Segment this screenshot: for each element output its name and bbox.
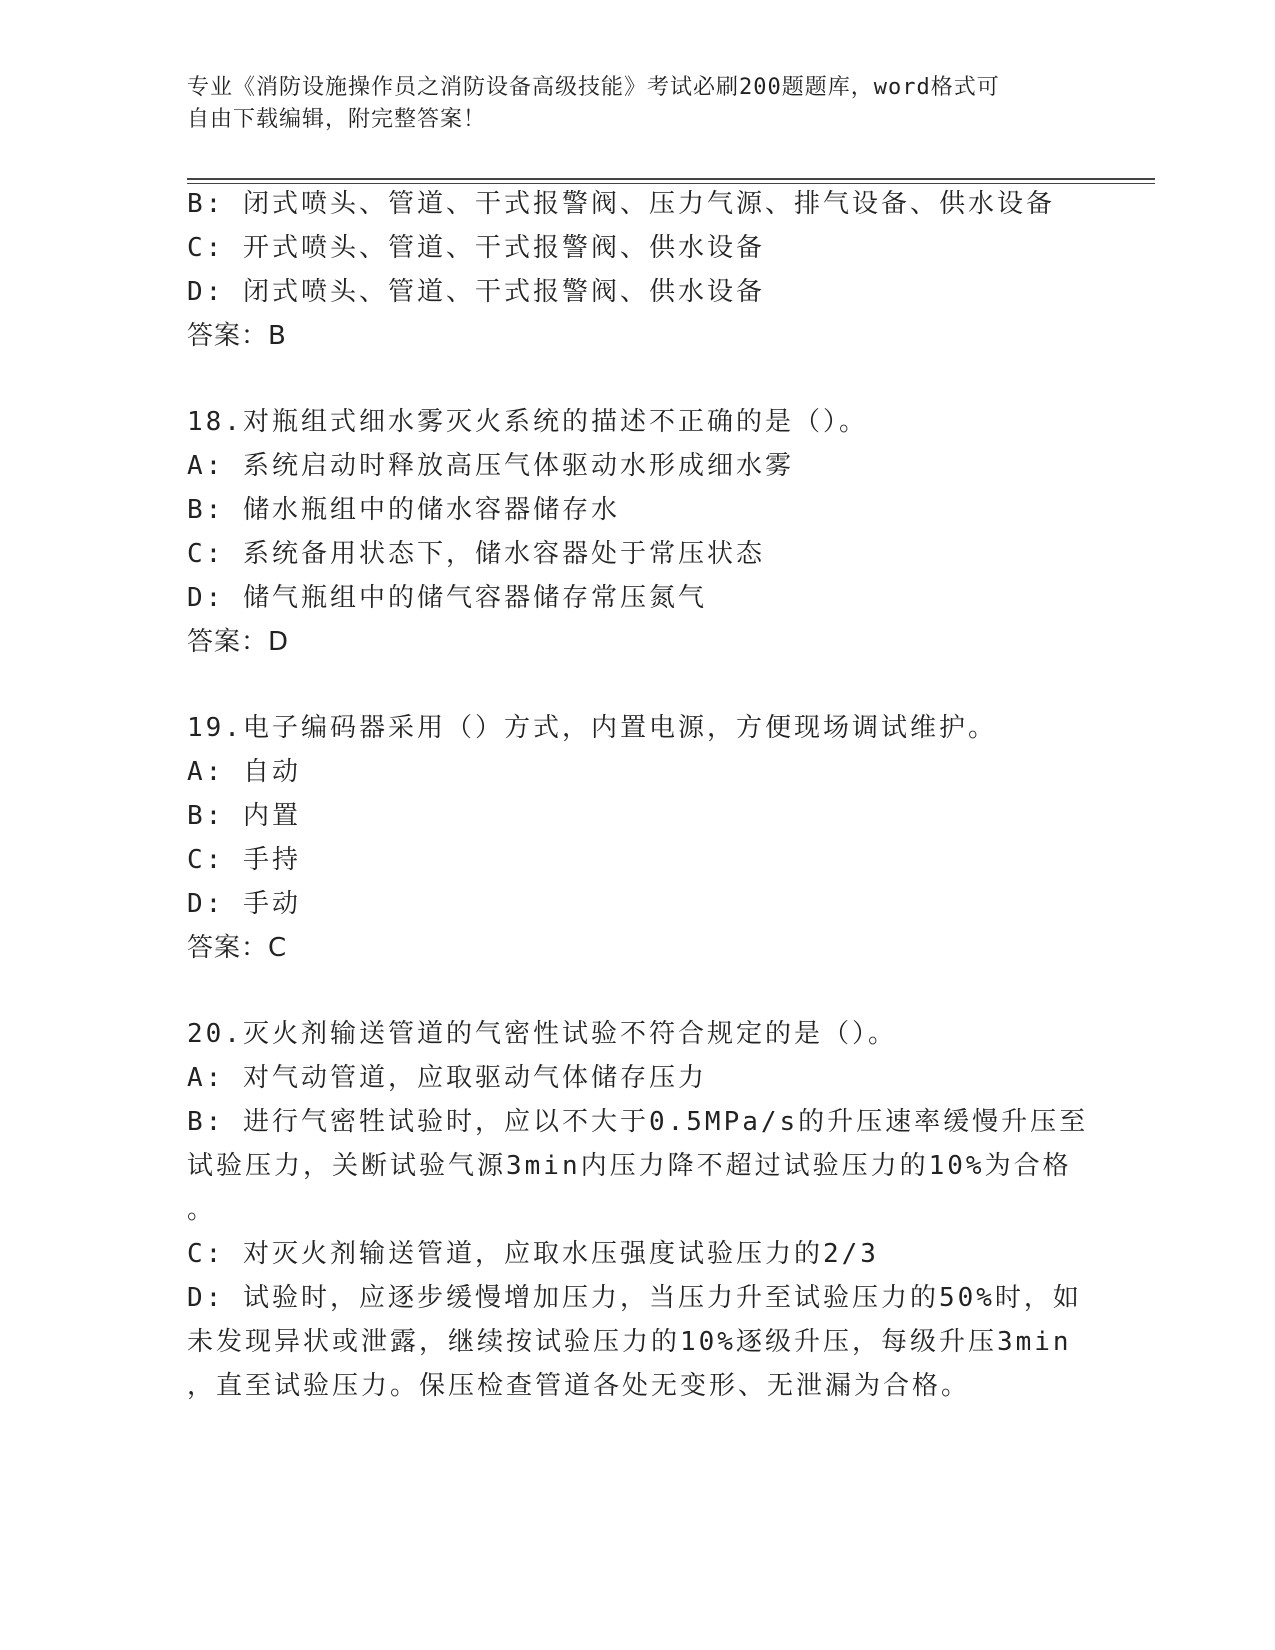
q19-answer: 答案：C <box>187 933 288 963</box>
q18-option-b: B: 储水瓶组中的储水容器储存水 <box>187 495 620 525</box>
document-header <box>187 72 1067 136</box>
q19-option-a: A: 自动 <box>187 757 301 787</box>
header-line-1: 专业《消防设施操作员之消防设备高级技能》考试必刷200题题库，word格式可 <box>187 75 1000 100</box>
q20-option-b-line-3: 。 <box>187 1195 217 1225</box>
q17-option-d: D: 闭式喷头、管道、干式报警阀、供水设备 <box>187 277 765 307</box>
q18-option-d: D: 储气瓶组中的储气容器储存常压氮气 <box>187 583 707 613</box>
q17-option-b: B: 闭式喷头、管道、干式报警阀、压力气源、排气设备、供水设备 <box>187 189 1055 219</box>
q18-answer: 答案：D <box>187 627 290 657</box>
q19-option-d: D: 手动 <box>187 889 301 919</box>
q20-option-d-line-2: 未发现异状或泄露，继续按试验压力的10%逐级升压，每级升压3min <box>187 1327 1072 1357</box>
q18-option-c: C: 系统备用状态下，储水容器处于常压状态 <box>187 539 765 569</box>
q19-option-b: B: 内置 <box>187 801 301 831</box>
q19-option-c: C: 手持 <box>187 845 301 875</box>
header-divider-thick <box>187 178 1155 180</box>
q17-option-c: C: 开式喷头、管道、干式报警阀、供水设备 <box>187 233 765 263</box>
q20-option-d-line-3: ，直至试验压力。保压检查管道各处无变形、无泄漏为合格。 <box>187 1371 971 1401</box>
q18-question: 18.对瓶组式细水雾灭火系统的描述不正确的是（）。 <box>187 407 868 437</box>
q20-option-b-line-1: B: 进行气密牲试验时，应以不大于0.5MPa/s的升压速率缓慢升压至 <box>187 1107 1089 1137</box>
q17-answer: 答案：B <box>187 321 287 351</box>
q20-option-d-line-1: D: 试验时，应逐步缓慢增加压力，当压力升至试验压力的50%时，如 <box>187 1283 1082 1313</box>
q19-question: 19.电子编码器采用（）方式，内置电源，方便现场调试维护。 <box>187 713 997 743</box>
header-divider-thin <box>187 183 1155 184</box>
q20-option-b-line-2: 试验压力，关断试验气源3min内压力降不超过试验压力的10%为合格 <box>187 1151 1072 1181</box>
q20-option-a: A: 对气动管道，应取驱动气体储存压力 <box>187 1063 707 1093</box>
q18-option-a: A: 系统启动时释放高压气体驱动水形成细水雾 <box>187 451 794 481</box>
header-line-2: 自由下载编辑，附完整答案！ <box>187 107 487 132</box>
q20-option-c: C: 对灭火剂输送管道，应取水压强度试验压力的2/3 <box>187 1239 879 1269</box>
q20-question: 20.灭火剂输送管道的气密性试验不符合规定的是（）。 <box>187 1019 897 1049</box>
